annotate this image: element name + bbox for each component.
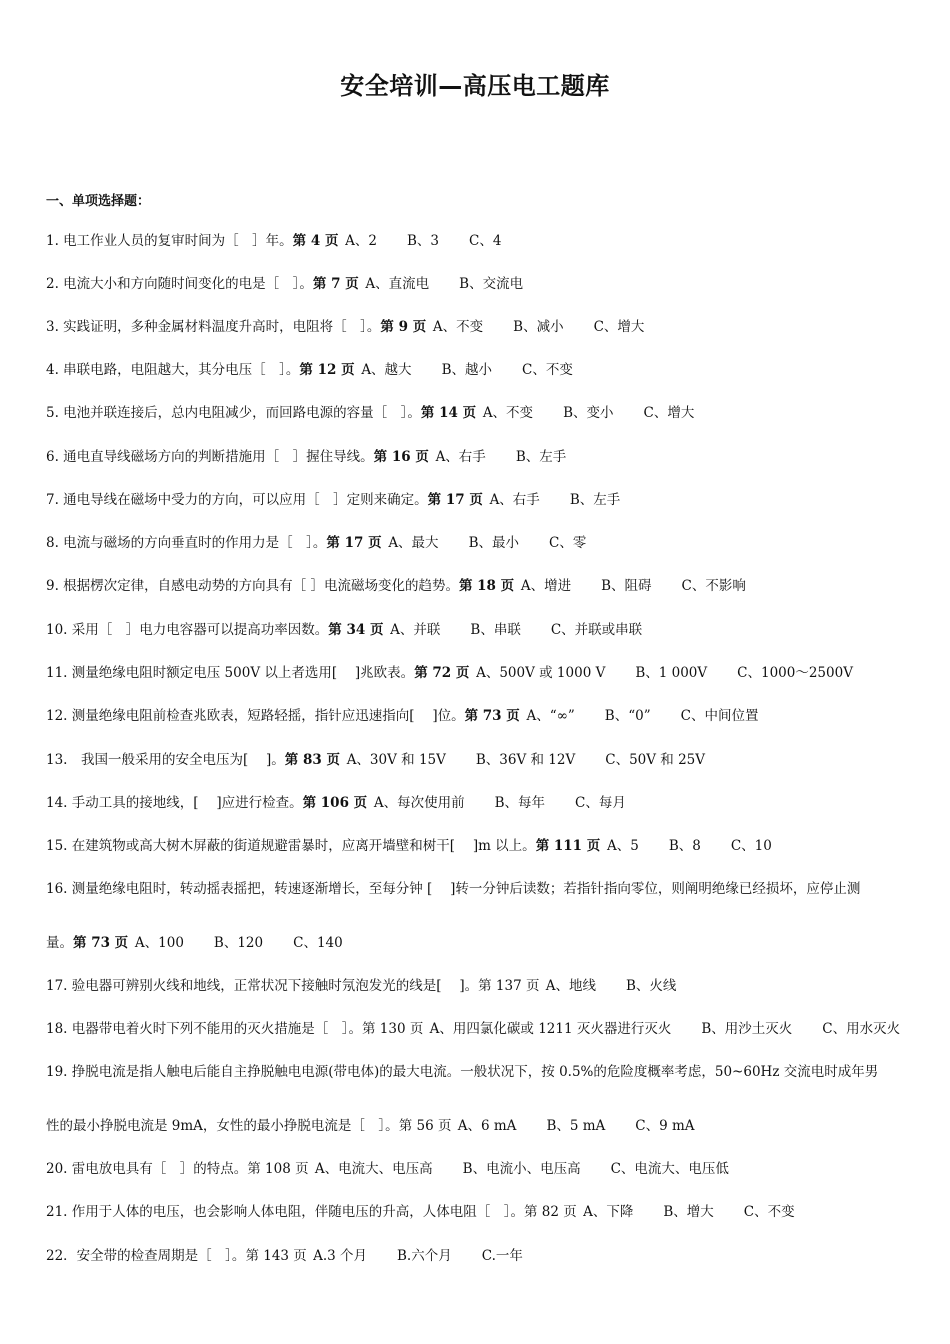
answer-option: C、4 <box>469 233 502 249</box>
page-ref: 第 108 页 <box>247 1161 313 1177</box>
answer-option: A、直流电 <box>365 276 430 292</box>
answer-option: C、中间位置 <box>680 708 759 724</box>
page-ref: 第 130 页 <box>362 1021 428 1037</box>
page-ref: 第 83 页 <box>284 752 345 768</box>
answer-option: C、不变 <box>521 362 573 378</box>
answer-option: B、8 <box>668 838 701 854</box>
answer-option: B、36V 和 12V <box>475 752 576 768</box>
answer-option: C、电流大、电压低 <box>610 1161 729 1177</box>
question-item <box>46 1160 908 1178</box>
answer-option: A、下降 <box>583 1204 634 1220</box>
answer-option: A、越大 <box>361 362 412 378</box>
question-item-continued <box>46 1117 908 1135</box>
answer-option: C、9 mA <box>635 1118 695 1134</box>
answer-option: B、电流小、电压高 <box>462 1161 581 1177</box>
answer-option: C、1000～2500V <box>737 665 853 681</box>
question-item <box>46 491 908 509</box>
answer-option: A、“∞” <box>526 708 575 724</box>
answer-option: A、100 <box>134 935 184 951</box>
question-item <box>46 880 908 898</box>
answer-option: C、50V 和 25V <box>605 752 706 768</box>
answer-option: A、不变 <box>482 405 534 421</box>
question-stem: 16. 测量绝缘电阻时，转动摇表摇把，转速逐渐增长，至每分钟 [ ]转一分钟后读数；若指针指向零位，则阐明绝缘已经损坏，应停止测 <box>46 881 861 897</box>
page-ref: 第 73 页 <box>73 935 133 951</box>
page-ref: 第 34 页 <box>328 622 389 638</box>
answer-option: A、30V 和 15V <box>346 752 446 768</box>
answer-option: A、6 mA <box>457 1118 517 1134</box>
question-stem: 20. 雷电放电具有［ ］的特点。 <box>46 1161 248 1177</box>
answer-option: B、120 <box>213 935 264 951</box>
answer-option: C、增大 <box>593 319 645 335</box>
answer-option: A、用四氯化碳或 1211 灭火器进行灭火 <box>429 1021 672 1037</box>
answer-option: B、变小 <box>563 405 614 421</box>
question-item <box>46 1203 908 1221</box>
question-stem: 5. 电池并联连接后，总内电阻减少，而回路电源的容量［ ］。 <box>46 405 421 421</box>
page-ref: 第 12 页 <box>299 362 360 378</box>
answer-option: B、3 <box>407 233 440 249</box>
answer-option: A、2 <box>345 233 378 249</box>
answer-option: C、140 <box>293 935 343 951</box>
answer-option: B、“0” <box>604 708 651 724</box>
answer-option: C、并联或串联 <box>550 622 643 638</box>
question-item <box>46 404 908 422</box>
answer-option: B、串联 <box>470 622 521 638</box>
question-stem: 6. 通电直导线磁场方向的判断措施用［ ］握住导线。 <box>46 449 374 465</box>
question-stem: 21. 作用于人体的电压，也会影响人体电阻，伴随电压的升高，人体电阻［ ］。 <box>46 1204 525 1220</box>
page-ref: 第 14 页 <box>420 405 481 421</box>
answer-option: C、10 <box>730 838 772 854</box>
question-stem: 15. 在建筑物或高大树木屏蔽的街道规避雷暴时，应离开墙壁和树干[ ]m 以上。 <box>46 838 536 854</box>
page-ref: 第 106 页 <box>302 795 372 811</box>
answer-option: B、左手 <box>569 492 621 508</box>
answer-option: A、地线 <box>545 978 596 994</box>
question-item <box>46 664 908 682</box>
answer-option: A、电流大、电压高 <box>314 1161 433 1177</box>
question-item <box>46 232 908 250</box>
question-stem-continued: 量。 <box>46 935 73 951</box>
answer-option: A、5 <box>606 838 639 854</box>
page-ref: 第 137 页 <box>478 978 544 994</box>
question-item <box>46 318 908 336</box>
page-ref: 第 82 页 <box>524 1204 582 1220</box>
page-ref: 第 16 页 <box>373 449 434 465</box>
question-item <box>46 361 908 379</box>
question-stem: 4. 串联电路，电阻越大，其分电压［ ］。 <box>46 362 300 378</box>
page-ref: 第 17 页 <box>427 492 488 508</box>
question-item <box>46 621 908 639</box>
page-ref: 第 111 页 <box>535 838 605 854</box>
page-ref: 第 9 页 <box>380 319 431 335</box>
question-stem: 18. 电器带电着火时下列不能用的灭火措施是［ ］。 <box>46 1021 363 1037</box>
question-stem: 9. 根据楞次定律，自感电动势的方向具有［ ］电流磁场变化的趋势。 <box>46 578 459 594</box>
answer-option: C、不影响 <box>681 578 746 594</box>
question-item-continued <box>46 934 908 952</box>
question-stem: 3. 实践证明，多种金属材料温度升高时，电阻将［ ］。 <box>46 319 381 335</box>
answer-option: B、阻碍 <box>601 578 652 594</box>
question-stem: 22．安全带的检查周期是［ ］。 <box>46 1248 246 1264</box>
question-stem: 11. 测量绝缘电阻时额定电压 500V 以上者选用[ ]兆欧表。 <box>46 665 415 681</box>
answer-option: A、并联 <box>390 622 441 638</box>
question-item <box>46 1063 908 1081</box>
page-ref: 第 18 页 <box>458 578 519 594</box>
answer-option: A.3 个月 <box>313 1248 368 1264</box>
answer-option: B、越小 <box>441 362 492 378</box>
question-stem: 8. 电流与磁场的方向垂直时的作用力是［ ］。 <box>46 535 327 551</box>
answer-option: C.一年 <box>481 1248 523 1264</box>
question-item <box>46 751 908 769</box>
question-stem: 10. 采用［ ］电力电容器可以提高功率因数。 <box>46 622 329 638</box>
question-item <box>46 275 908 293</box>
question-item <box>46 1020 908 1038</box>
question-item <box>46 1247 908 1265</box>
answer-option: B、交流电 <box>459 276 524 292</box>
page-ref: 第 7 页 <box>312 276 364 292</box>
page-ref: 第 72 页 <box>414 665 475 681</box>
question-item <box>46 707 908 725</box>
page-title: 安全培训—高压电工题库 <box>340 72 610 100</box>
page-ref: 第 4 页 <box>292 233 344 249</box>
question-item <box>46 577 908 595</box>
question-item <box>46 794 908 812</box>
answer-option: B.六个月 <box>397 1248 452 1264</box>
answer-option: B、最小 <box>468 535 519 551</box>
question-stem-continued: 性的最小挣脱电流是 9mA，女性的最小挣脱电流是［ ］。 <box>46 1118 399 1134</box>
answer-option: B、减小 <box>513 319 564 335</box>
answer-option: B、用沙土灭火 <box>701 1021 793 1037</box>
question-stem: 12. 测量绝缘电阻前检查兆欧表，短路轻摇，指针应迅速指向[ ]位。 <box>46 708 465 724</box>
answer-option: C、每月 <box>575 795 626 811</box>
question-item <box>46 448 908 466</box>
answer-option: B、增大 <box>663 1204 714 1220</box>
question-item <box>46 977 908 995</box>
question-stem: 2. 电流大小和方向随时间变化的电是［ ］。 <box>46 276 313 292</box>
answer-option: C、零 <box>548 535 587 551</box>
page-ref: 第 143 页 <box>245 1248 312 1264</box>
section-heading: 一、单项选择题： <box>46 194 151 209</box>
answer-option: A、右手 <box>489 492 540 508</box>
answer-option: B、火线 <box>626 978 677 994</box>
page-ref: 第 17 页 <box>326 535 387 551</box>
answer-option: C、增大 <box>643 405 695 421</box>
answer-option: B、5 mA <box>546 1118 606 1134</box>
answer-option: A、500V 或 1000 V <box>476 665 606 681</box>
answer-option: A、右手 <box>435 449 486 465</box>
question-item <box>46 837 908 855</box>
answer-option: A、不变 <box>432 319 484 335</box>
answer-option: A、增进 <box>520 578 572 594</box>
page-ref: 第 56 页 <box>398 1118 456 1134</box>
answer-option: C、用水灭火 <box>822 1021 901 1037</box>
question-stem: 14. 手动工具的接地线，[ ]应进行检查。 <box>46 795 303 811</box>
answer-option: C、不变 <box>743 1204 795 1220</box>
answer-option: B、左手 <box>515 449 567 465</box>
question-stem: 7. 通电导线在磁场中受力的方向，可以应用［ ］定则来确定。 <box>46 492 428 508</box>
question-stem: 17. 验电器可辨别火线和地线，正常状况下接触时氖泡发光的线是[ ]。 <box>46 978 479 994</box>
question-item <box>46 534 908 552</box>
answer-option: A、最大 <box>388 535 439 551</box>
page-ref: 第 73 页 <box>464 708 525 724</box>
answer-option: B、1 000V <box>635 665 708 681</box>
answer-option: A、每次使用前 <box>373 795 465 811</box>
question-stem: 19. 挣脱电流是指人触电后能自主挣脱触电电源(带电体)的最大电流。一般状况下，按 0.5%的危险度概率考虑，50~60Hz 交流电时成年男 <box>46 1064 879 1080</box>
question-stem: 1. 电工作业人员的复审时间为［ ］年。 <box>46 233 293 249</box>
answer-option: B、每年 <box>494 795 546 811</box>
question-stem: 13. 我国一般采用的安全电压为[ ]。 <box>46 752 285 768</box>
